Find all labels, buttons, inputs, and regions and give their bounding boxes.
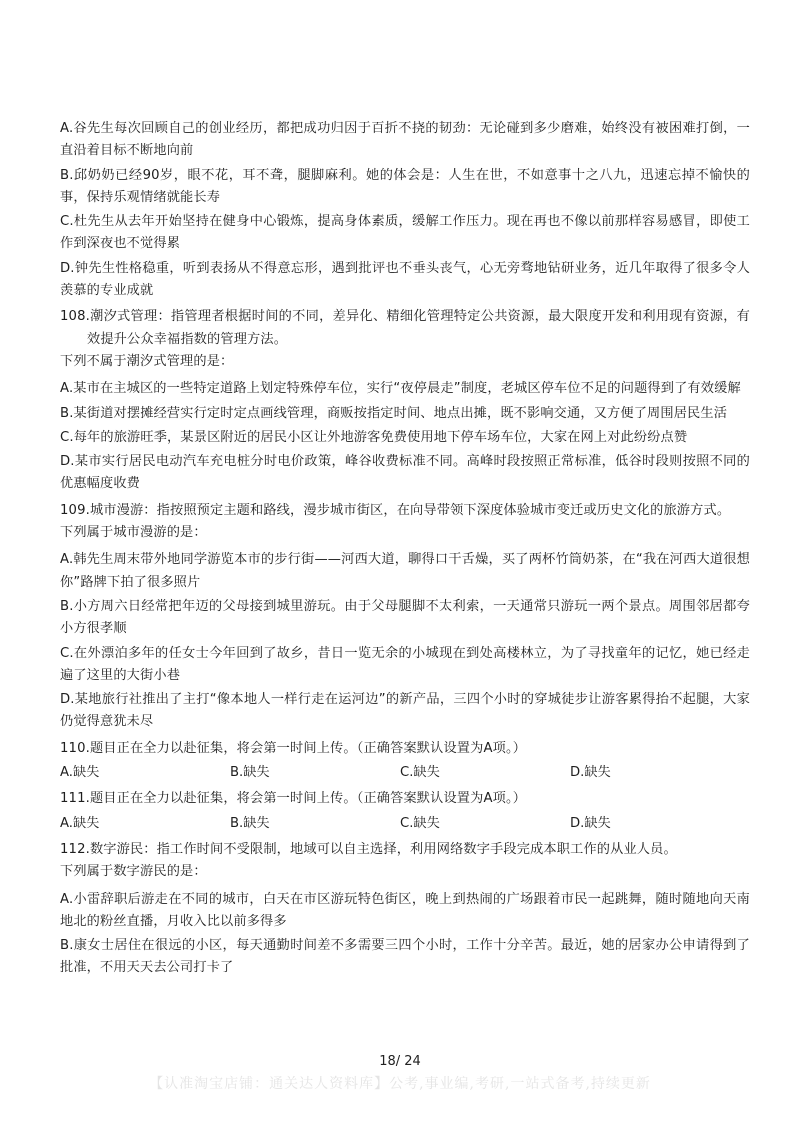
- question-112: [60, 839, 750, 980]
- question-prompt: 下列属于城市漫游的是：: [60, 525, 207, 541]
- option-b: B.某街道对摆摊经营实行定时定点画线管理，商贩按指定时间、地点出摊，既不影响交通，又方便了周围居民生活: [60, 405, 728, 421]
- option-a: A.谷先生每次回顾自己的创业经历，都把成功归因于百折不挠的韧劲：无论碰到多少磨难，始终没有被困难打倒，一直沿着目标不断地向前: [60, 121, 750, 159]
- question-content: [60, 118, 750, 982]
- question-stem: 111.题目正在全力以赴征集，将会第一时间上传。（正确答案默认设置为A项。）: [60, 791, 527, 807]
- option-b: B.康女士居住在很远的小区，每天通勤时间差不多需要三四个小时，工作十分辛苦。最近，她的居家办公申请得到了批准，不用天天去公司打卡了: [60, 938, 750, 976]
- option-d: D.钟先生性格稳重，听到表扬从不得意忘形，遇到批评也不垂头丧气，心无旁骛地钻研业务，近几年取得了很多令人羡慕的专业成就: [60, 260, 750, 299]
- option-d: D.缺失: [570, 765, 611, 781]
- previous-question-options: [60, 118, 750, 302]
- option-a: A.缺失: [60, 765, 100, 781]
- option-b: B.缺失: [230, 815, 270, 831]
- question-110: [60, 738, 750, 785]
- question-prompt: 下列属于数字游民的是：: [60, 864, 207, 880]
- option-c: C.缺失: [400, 815, 440, 831]
- question-108: [60, 306, 750, 495]
- option-row: [60, 762, 750, 784]
- question-109: [60, 500, 750, 734]
- option-a: A.缺失: [60, 815, 100, 831]
- page-number: 18/ 24: [379, 1054, 421, 1069]
- option-c: C.每年的旅游旺季，某景区附近的居民小区让外地游客免费使用地下停车场车位，大家在网上对此纷纷点赞: [60, 429, 688, 445]
- question-stem: 109.城市漫游：指按照预定主题和路线，漫步城市街区，在向导带领下深度体验城市变迁或历史文化的旅游方式。: [60, 502, 731, 518]
- question-stem: 112.数字游民：指工作时间不受限制，地域可以自主选择，利用网络数字手段完成本职工作的从业人员。: [60, 841, 677, 857]
- option-c: C.缺失: [400, 765, 440, 781]
- option-row: [60, 813, 750, 835]
- question-stem: 110.题目正在全力以赴征集，将会第一时间上传。（正确答案默认设置为A项。）: [60, 740, 527, 756]
- option-a: A.小雷辞职后游走在不同的城市，白天在市区游玩特色街区，晚上到热闹的广场跟着市民一起跳舞，随时随地向天南地北的粉丝直播，月收入比以前多得多: [60, 891, 750, 929]
- question-stem: 108.潮汐式管理：指管理者根据时间的不同，差异化、精细化管理特定公共资源，最大限度开发和利用现有资源，有效提升公众幸福指数的管理方法。: [60, 309, 750, 347]
- option-d: D.缺失: [570, 815, 611, 831]
- option-b: B.邱奶奶已经90岁，眼不花，耳不聋，腿脚麻利。她的体会是：人生在世，不如意事十之八九，迅速忘掉不愉快的事，保持乐观情绪就能长寿: [60, 167, 750, 205]
- watermark-text: 【认准淘宝店铺：通关达人资料库】公考,事业编,考研,一站式备考,持续更新: [149, 1076, 651, 1092]
- option-c: C.在外漂泊多年的任女士今年回到了故乡，昔日一览无余的小城现在到处高楼林立，为了寻找童年的记忆，她已经走遍了这里的大街小巷: [60, 645, 750, 683]
- option-a: A.某市在主城区的一些特定道路上划定特殊停车位，实行“夜停晨走”制度，老城区停车位不足的问题得到了有效缓解: [60, 381, 741, 397]
- option-b: B.缺失: [230, 765, 270, 781]
- option-a: A.韩先生周末带外地同学游览本市的步行街——河西大道，聊得口干舌燥，买了两杯竹筒奶茶，在“我在河西大道很想你”路牌下拍了很多照片: [60, 552, 750, 590]
- question-prompt: 下列不属于潮汐式管理的是：: [60, 353, 234, 369]
- option-d: D.某地旅行社推出了主打“像本地人一样行走在运河边”的新产品，三四个小时的穿城徒步让游客累得抬不起腿，大家仍觉得意犹未尽: [60, 692, 750, 730]
- question-111: [60, 788, 750, 835]
- option-d: D.某市实行居民电动汽车充电桩分时电价政策，峰谷收费标准不同。高峰时段按照正常标准，低谷时段则按照不同的优惠幅度收费: [60, 454, 750, 492]
- option-b: B.小方周六日经常把年迈的父母接到城里游玩。由于父母腿脚不太利索，一天通常只游玩一两个景点。周围邻居都夸小方很孝顺: [60, 598, 750, 637]
- option-c: C.杜先生从去年开始坚持在健身中心锻炼，提高身体素质，缓解工作压力。现在再也不像以前那样容易感冒，即使工作到深夜也不觉得累: [60, 214, 750, 252]
